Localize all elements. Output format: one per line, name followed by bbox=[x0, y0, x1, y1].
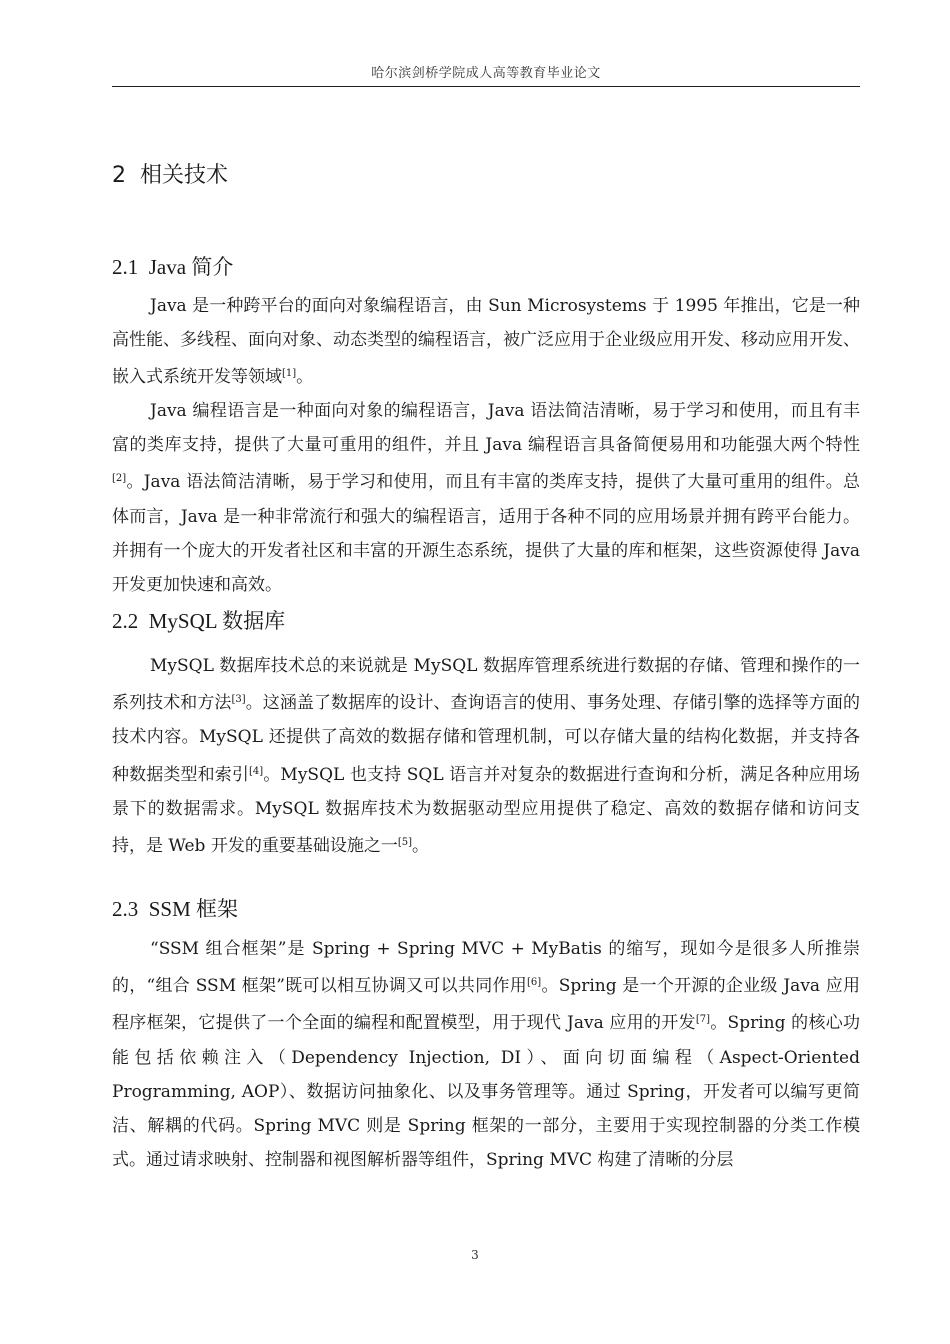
paragraph-text: Java 是一种跨平台的面向对象编程语言，由 Sun Microsystems 于 1995 年推出，它是一种高性能、多线程、面向对象、动态类型的编程语言，被广泛应用于企业级应用开发、移动应用开发、嵌入式系统开发等领域 bbox=[112, 296, 860, 388]
citation: [3] bbox=[231, 694, 246, 706]
header-rule bbox=[112, 86, 860, 87]
paragraph-mysql bbox=[112, 649, 860, 863]
paragraph-java-intro bbox=[112, 289, 860, 395]
citation: [5] bbox=[397, 837, 413, 849]
paragraph-text: 。 bbox=[296, 367, 314, 388]
section-heading-2-1 bbox=[112, 251, 233, 281]
section-heading-2-3 bbox=[112, 893, 238, 923]
section-number: 2.2 bbox=[112, 609, 139, 633]
citation: [1] bbox=[282, 368, 297, 380]
chapter-heading bbox=[112, 158, 228, 189]
paragraph-ssm bbox=[112, 932, 860, 1177]
paragraph-text: 。MySQL 也支持 SQL 语言并对复杂的数据进行查询和分析，满足各种应用场景下的数据需求。MySQL 数据库技术为数据驱动型应用提供了稳定、高效的数据存储和访问支持，是 Web 开发的重要基础设施之一 bbox=[112, 764, 860, 857]
paragraph-text: 。 bbox=[412, 836, 430, 857]
section-title: MySQL 数据库 bbox=[148, 609, 286, 633]
section-number: 2.3 bbox=[112, 897, 139, 921]
paragraph-text: 。Spring 的核心功能包括依赖注入（Dependency Injection, DI）、面向切面编程（Aspect-Oriented Programming, AOP）、数据访问抽象化、以及事务管理等。通过 Spring，开发者可以编写更简洁、解耦的代码。Spring MVC 则是 Spring 框架的一部分，主要用于实现控制器的分类工作模式。通过请求映射、控制器和视图解析器等组件，Spring MVC 构建了清晰的分层 bbox=[112, 1013, 861, 1171]
section-number: 2.1 bbox=[112, 255, 139, 279]
chapter-number: 2 bbox=[112, 163, 126, 188]
paragraph-java-features bbox=[112, 394, 860, 602]
section-heading-2-2 bbox=[112, 605, 285, 635]
running-header: 哈尔滨剑桥学院成人高等教育毕业论文 bbox=[371, 66, 601, 81]
paragraph-text: “SSM 组合框架”是 Spring + Spring MVC + MyBatis 的缩写，现如今是很多人所推崇的，“组合 SSM 框架”既可以相互协调又可以共同作用 bbox=[112, 939, 860, 997]
paragraph-text: 。Java 语法简洁清晰，易于学习和使用，而且有丰富的类库支持，提供了大量可重用的组件。总体而言，Java 是一种非常流行和强大的编程语言，适用于各种不同的应用场景并拥有跨平台能力。并拥有一个庞大的开发者社区和丰富的开源生态系统，提供了大量的库和框架，这些资源使得 Java 开发更加快速和高效。 bbox=[112, 472, 860, 596]
section-title: SSM 框架 bbox=[148, 897, 239, 921]
citation: [7] bbox=[695, 1014, 710, 1026]
paragraph-text: MySQL 数据库技术总的来说就是 MySQL 数据库管理系统进行数据的存储、管理和操作的一系列技术和方法 bbox=[112, 656, 860, 714]
paragraph-text: Java 编程语言是一种面向对象的编程语言，Java 语法简洁清晰，易于学习和使用，而且有丰富的类库支持，提供了大量可重用的组件，并且 Java 编程语言具备简便易用和功能强大两个特性 bbox=[112, 401, 860, 456]
chapter-title: 相关技术 bbox=[140, 163, 229, 188]
paragraph-text: 。Spring 是一个开源的企业级 Java 应用程序框架，它提供了一个全面的编程和配置模型，用于现代 Java 应用的开发 bbox=[112, 976, 860, 1034]
section-title: Java 简介 bbox=[148, 255, 234, 279]
paragraph-text: 。这涵盖了数据库的设计、查询语言的使用、事务处理、存储引擎的选择等方面的技术内容。MySQL 还提供了高效的数据存储和管理机制，可以存储大量的结构化数据，并支持各种数据类型和索引 bbox=[112, 693, 861, 785]
citation: [6] bbox=[527, 977, 542, 989]
citation: [2] bbox=[112, 473, 127, 485]
citation: [4] bbox=[249, 765, 264, 777]
page-number: 3 bbox=[471, 1248, 479, 1262]
